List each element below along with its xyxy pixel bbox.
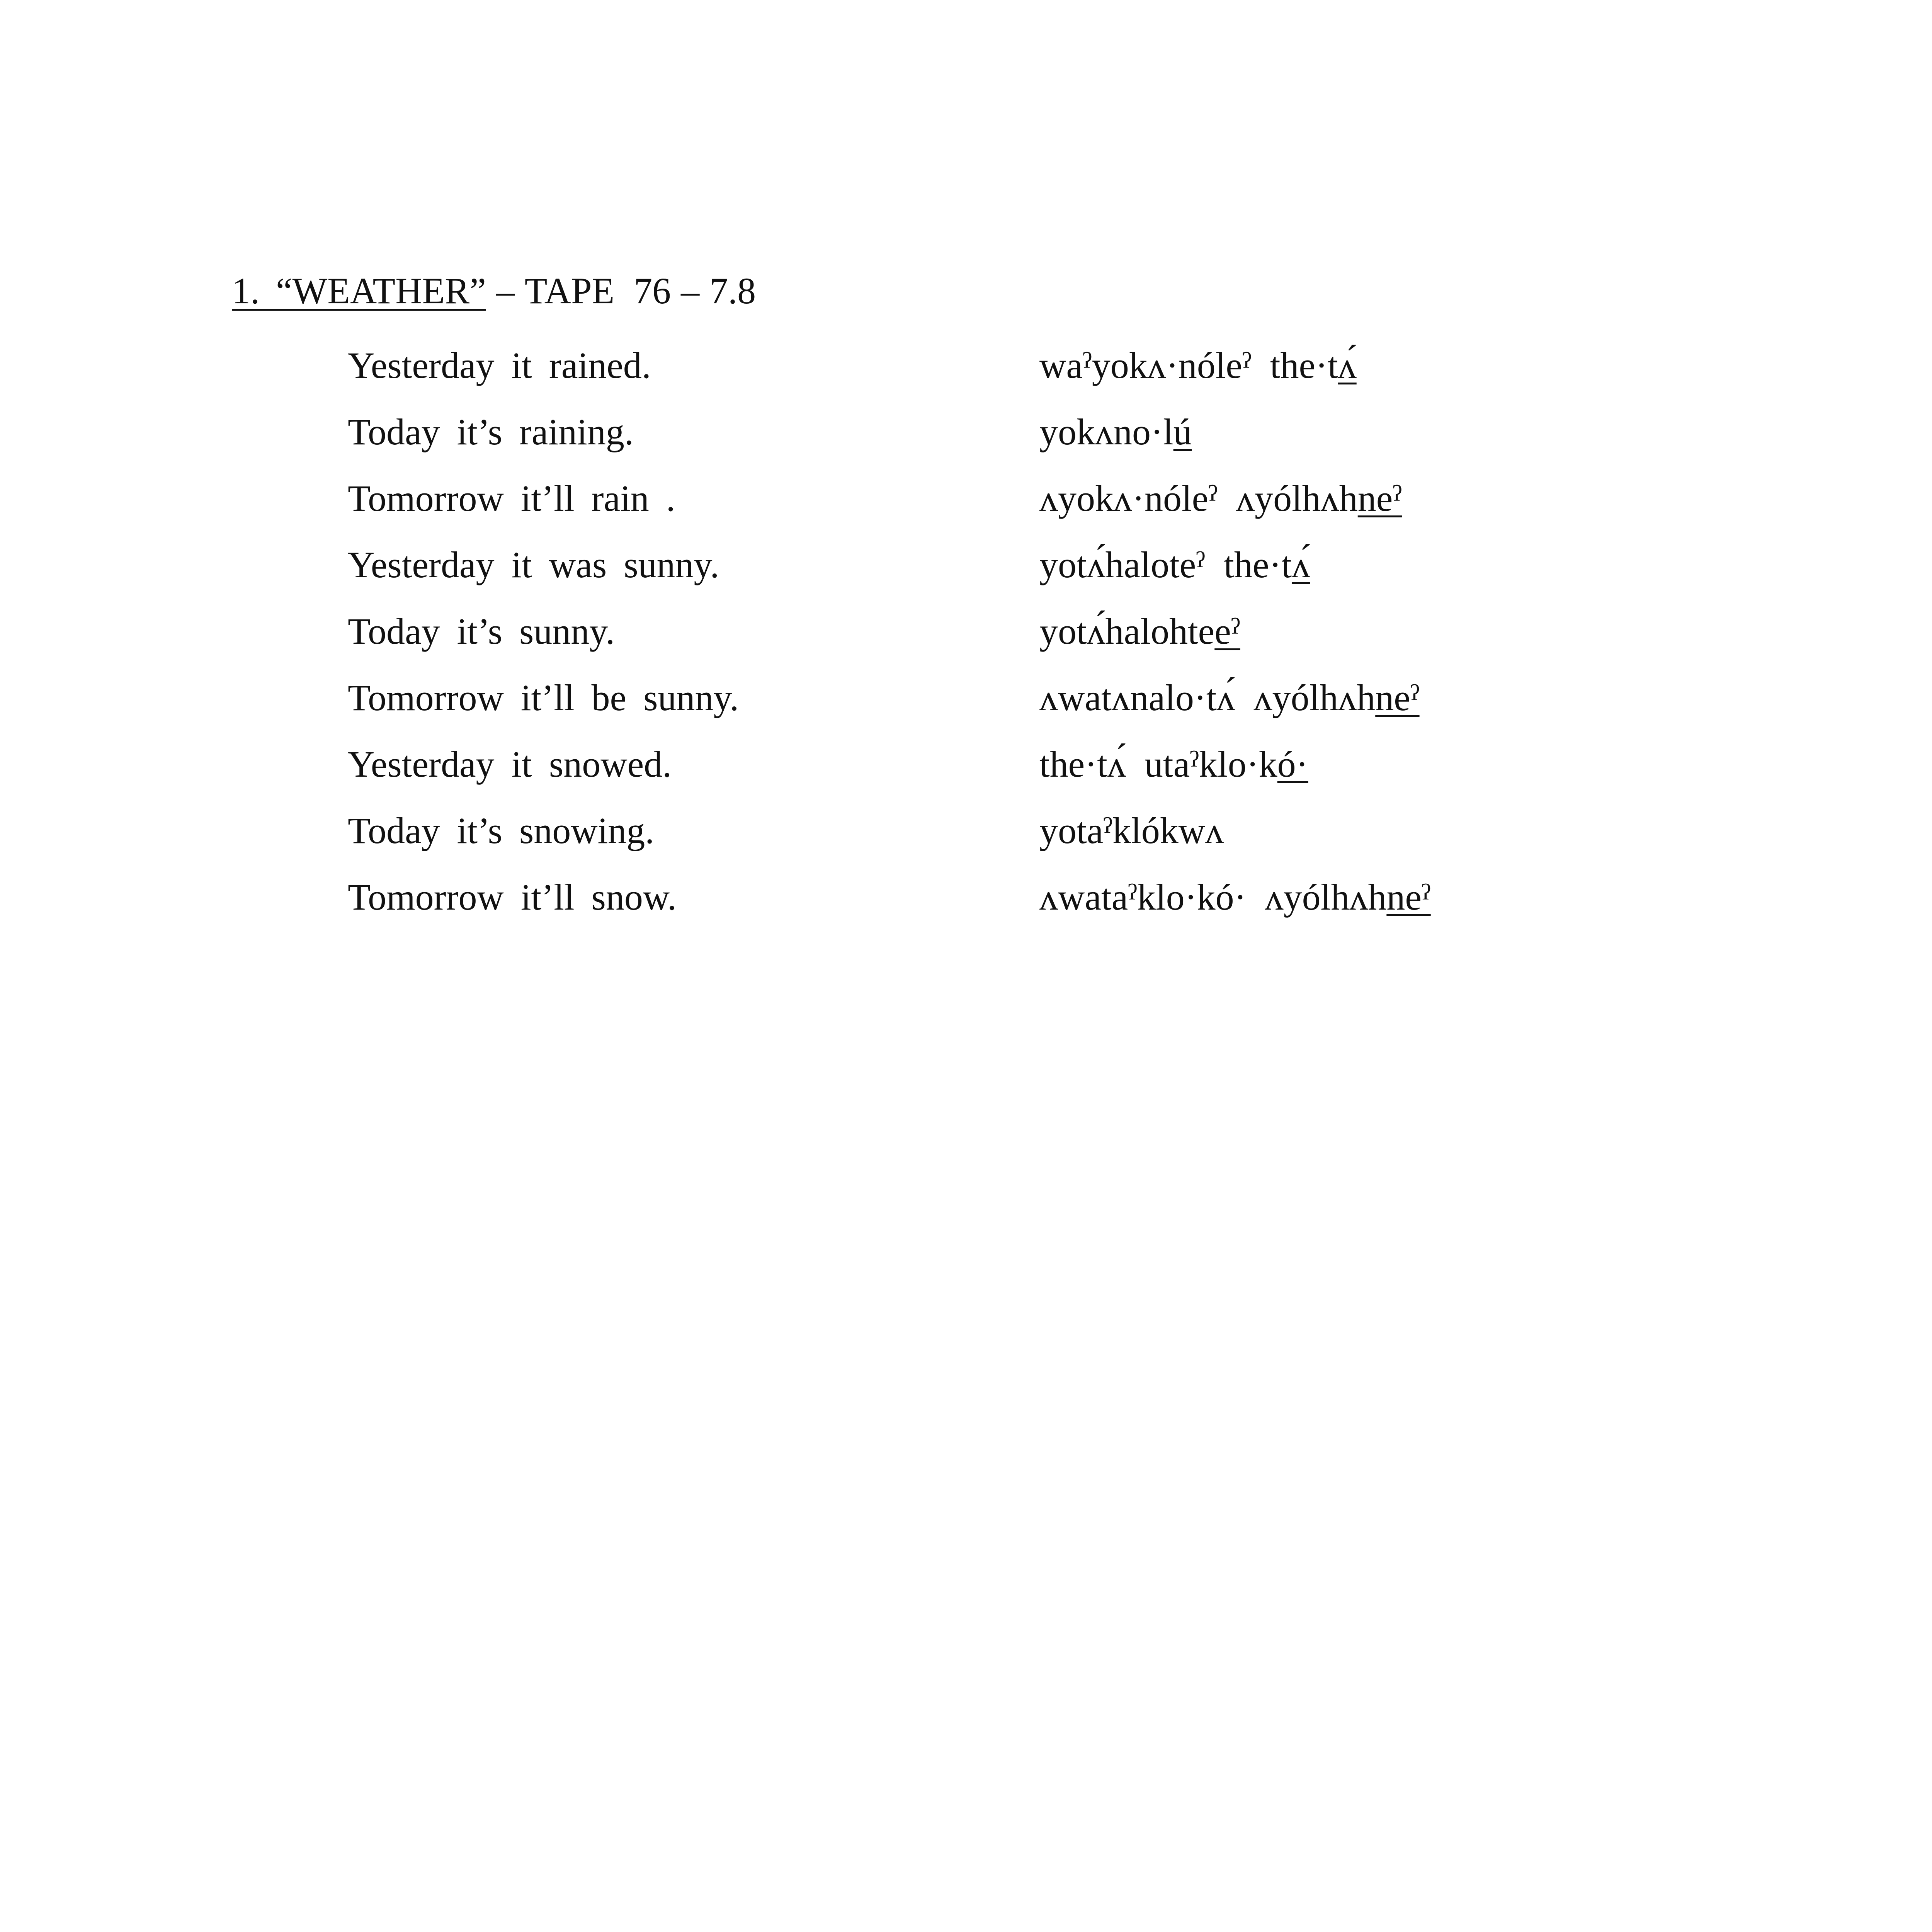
translation-row [0, 876, 1932, 925]
translation-row [0, 679, 1932, 726]
english-sentence: Today it’s snowing. [348, 810, 655, 851]
english-sentence: Tomorrow it’ll rain . [348, 478, 675, 519]
native-sentence: yotʌ́haloteˀ the·tʌ́ [1039, 544, 1310, 585]
native-sentence: ʌwataˀklo·kó· ʌyólhʌhneˀ [1039, 876, 1431, 918]
translation-row [0, 546, 1932, 593]
english-sentence: Yesterday it rained. [348, 345, 651, 386]
section-number: 7.8 [709, 270, 756, 311]
tape-label: TAPE 76 [524, 270, 671, 311]
section-heading [232, 272, 756, 310]
translation-row [0, 413, 1932, 460]
section-title: 1. “WEATHER” [232, 270, 486, 311]
heading-separator: – [496, 270, 515, 311]
native-sentence: the·tʌ́ utaˀklo·kó· [1039, 743, 1308, 785]
english-sentence: Yesterday it snowed. [348, 743, 672, 785]
english-sentence: Today it’s raining. [348, 411, 634, 452]
english-sentence: Today it’s sunny. [348, 611, 615, 652]
native-sentence: yotʌ́halohteeˀ [1039, 611, 1240, 652]
translation-row [0, 743, 1932, 792]
translation-row [0, 480, 1932, 526]
english-sentence: Tomorrow it’ll be sunny. [348, 677, 739, 718]
native-sentence: yokʌno·lú [1039, 411, 1192, 452]
native-sentence: waˀyokʌ·nóleˀ the·tʌ́ [1039, 345, 1357, 386]
heading-separator-2: – [681, 270, 700, 311]
translation-row [0, 613, 1932, 659]
english-sentence: Yesterday it was sunny. [348, 544, 719, 585]
native-sentence: ʌwatʌnalo·tʌ́ ʌyólhʌhneˀ [1039, 677, 1420, 718]
translation-row [0, 347, 1932, 393]
english-sentence: Tomorrow it’ll snow. [348, 876, 677, 918]
translation-row [0, 812, 1932, 859]
native-sentence: ʌyokʌ·nóleˀ ʌyólhʌhneˀ [1039, 478, 1402, 519]
native-sentence: yotaˀklókwʌ [1039, 810, 1224, 851]
